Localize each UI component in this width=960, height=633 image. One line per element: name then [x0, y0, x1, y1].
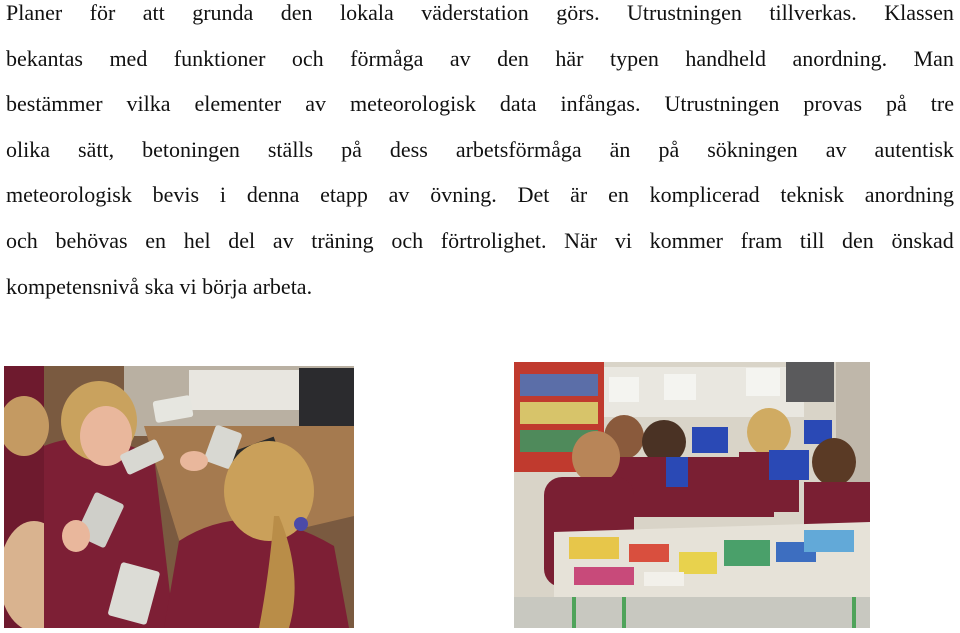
text-word: och — [291, 45, 324, 71]
text-word: vilka — [126, 91, 171, 117]
text-word: Klassen — [884, 0, 954, 25]
text-word: dess — [389, 136, 428, 162]
text-word: olika — [6, 136, 50, 162]
text-word: infångas. — [560, 91, 641, 117]
text-word: träning — [311, 227, 374, 253]
text-line — [6, 137, 954, 183]
text-word: Man — [913, 45, 954, 71]
text-word: än — [609, 136, 631, 162]
text-word: anordning. — [792, 45, 888, 71]
text-word: denna — [246, 182, 300, 208]
text-word: När — [564, 227, 598, 253]
classroom-photo-students-at-table — [514, 362, 870, 628]
text-word: autentisk — [874, 136, 954, 162]
text-word: data — [499, 91, 537, 117]
text-word: och — [6, 227, 38, 253]
text-word: komplicerad — [649, 182, 760, 208]
text-word: Det — [517, 182, 550, 208]
text-word: vi — [614, 227, 632, 253]
text-word: meteorologisk — [349, 91, 476, 117]
photo-illustration — [4, 366, 354, 628]
text-word: bevis — [152, 182, 200, 208]
text-word: en — [608, 182, 629, 208]
text-word: att — [142, 0, 165, 25]
text-word: den — [497, 45, 529, 71]
text-word: typen — [609, 45, 659, 71]
text-word: förmåga — [350, 45, 424, 71]
text-line — [6, 182, 954, 228]
text-word: Utrustningen — [664, 91, 780, 117]
text-word: kommer — [649, 227, 723, 253]
eu-flag — [692, 427, 728, 453]
text-word: handheld — [685, 45, 766, 71]
text-line — [6, 228, 954, 274]
text-word: den — [842, 227, 874, 253]
text-word: etapp — [320, 182, 368, 208]
text-word: fram — [740, 227, 783, 253]
text-word: bekantas — [6, 45, 83, 71]
text-word: sökningen — [707, 136, 798, 162]
text-word: på — [658, 136, 680, 162]
text-word: Planer — [6, 0, 63, 25]
text-word: kompetensnivå ska vi börja arbeta. — [6, 273, 313, 299]
text-word: i — [219, 182, 227, 208]
eu-flag — [769, 450, 809, 480]
text-word: med — [109, 45, 148, 71]
text-word: av — [388, 182, 410, 208]
text-word: här — [555, 45, 584, 71]
text-word: av — [449, 45, 471, 71]
text-word: den — [280, 0, 313, 25]
text-word: övning. — [430, 182, 497, 208]
text-word: väderstation — [421, 0, 529, 25]
text-word: till — [799, 227, 825, 253]
text-word: sätt, — [78, 136, 115, 162]
text-word: görs. — [556, 0, 600, 25]
text-word: Utrustningen — [627, 0, 742, 25]
text-line — [6, 91, 954, 137]
text-word: meteorologisk — [6, 182, 132, 208]
text-word: tillverkas. — [769, 0, 857, 25]
text-word: teknisk — [780, 182, 844, 208]
text-word: anordning — [864, 182, 954, 208]
text-word: grunda — [192, 0, 254, 25]
text-line — [6, 274, 954, 320]
text-word: lokala — [339, 0, 394, 25]
text-word: provas — [803, 91, 863, 117]
text-word: och — [391, 227, 424, 253]
text-word: elementer — [194, 91, 282, 117]
text-word: förtrolighet. — [440, 227, 547, 253]
text-line — [6, 0, 954, 46]
text-word: ställs — [267, 136, 314, 162]
text-line — [6, 46, 954, 92]
photo-illustration — [514, 362, 870, 628]
document-body — [6, 0, 954, 319]
text-word: tre — [930, 91, 954, 117]
text-word: för — [89, 0, 116, 25]
text-word: hel — [183, 227, 211, 253]
text-word: önskad — [891, 227, 954, 253]
text-word: betoningen — [142, 136, 240, 162]
classroom-photo-students-with-handhelds — [4, 366, 354, 628]
text-word: av — [272, 227, 294, 253]
text-word: arbetsförmåga — [455, 136, 582, 162]
text-word: del — [228, 227, 256, 253]
text-word: funktioner — [173, 45, 266, 71]
text-word: av — [305, 91, 326, 117]
text-word: är — [570, 182, 588, 208]
text-word: på — [886, 91, 907, 117]
eu-flag — [666, 457, 688, 487]
text-word: på — [341, 136, 362, 162]
text-word: av — [825, 136, 847, 162]
text-word: en — [145, 227, 166, 253]
text-word: behövas — [55, 227, 128, 253]
text-word: bestämmer — [6, 91, 103, 117]
